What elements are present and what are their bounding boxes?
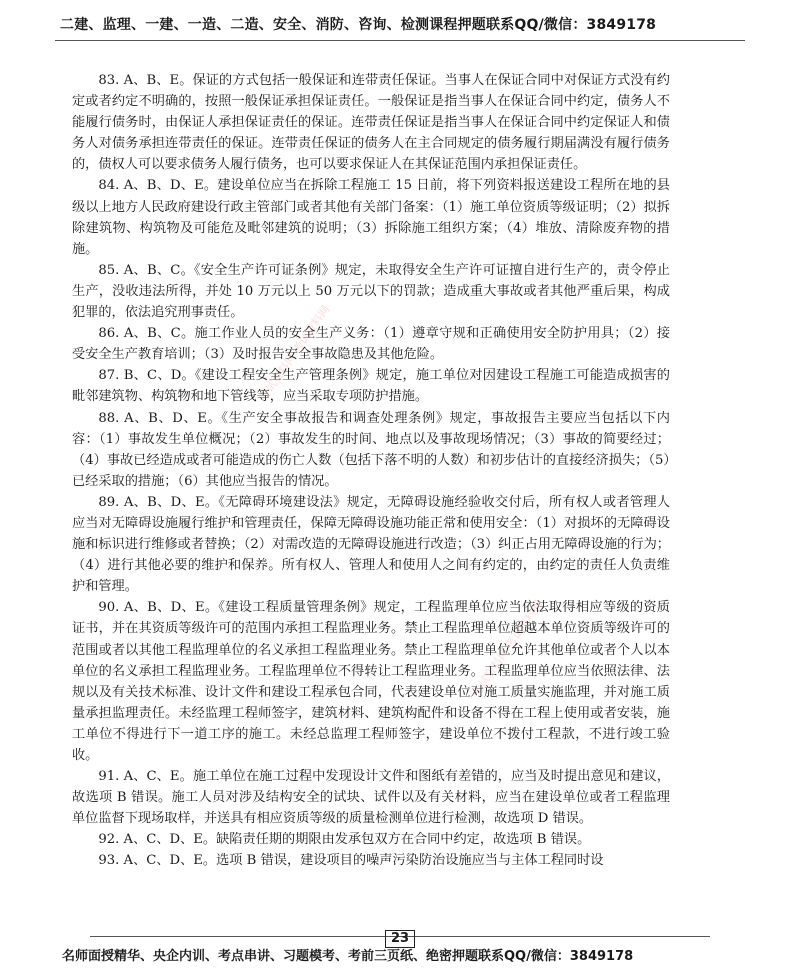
answer-paragraph-88: 88. A、B、D、E。《生产安全事故报告和调查处理条例》规定，事故报告主要应当包括以下内容：（1）事故发生单位概况；（2）事故发生的时间、地点以及事故现场情况；（3）事故的简要经过；（4）事故已经造成或者可能造成的伤亡人数（包括下落不明的人数）和初步估计的直接经济损失；（5）已经采取的措施；（6）其他应当报告的情况。 bbox=[72, 410, 670, 489]
answer-paragraph-83: 83. A、B、E。保证的方式包括一般保证和连带责任保证。当事人在保证合同中对保证方式没有约定或者约定不明确的，按照一般保证承担保证责任。一般保证是指当事人在保证合同中约定，债务人不能履行债务时，由保证人承担保证责任的保证。连带责任保证是指当事人在保证合同中约定保证人和债务人对债务承担连带责任的保证。连带责任保证的债务人在主合同规定的债务履行期届满没有履行债务的，债权人可以要求债务人履行债务，也可以要求保证人在其保证范围内承担保证责任。 bbox=[72, 73, 670, 173]
answer-paragraph-90: 90. A、B、D、E。《建设工程质量管理条例》规定，工程监理单位应当依法取得相应等级的资质证书，并在其资质等级许可的范围内承担工程监理业务。禁止工程监理单位超越本单位资质等级许可的范围或者以其他工程监理单位的名义承担工程监理业务。禁止工程监理单位允许其他单位或者个人以本单位的名义承担工程监理业务。工程监理单位不得转让工程监理业务。工程监理单位应当依照法律、法规以及有关技术标准、设计文件和建设工程承包合同，代表建设单位对施工质量实施监理，并对施工质量承担监理责任。未经监理工程师签字，建筑材料、建筑构配件和设备不得在工程上使用或者安装，施工单位不得进行下一道工序的施工。未经总监理工程师签字，建设单位不拨付工程款，不进行竣工验收。 bbox=[72, 600, 670, 763]
answer-paragraph-87: 87. B、C、D。《建设工程安全生产管理条例》规定，施工单位对因建设工程施工可能造成损害的毗邻建筑物、构筑物和地下管线等，应当采取专项防护措施。 bbox=[72, 368, 670, 405]
page-header: 二建、监理、一建、一造、二造、安全、消防、咨询、检测课程押题联系QQ/微信：3849178 bbox=[60, 17, 657, 33]
page-footer: 名师面授精华、央企内训、考点串讲、习题模考、考前三页纸、绝密押题联系QQ/微信：3849178 bbox=[62, 949, 634, 964]
answer-paragraph-89: 89. A、B、D、E。《无障碍环境建设法》规定，无障碍设施经验收交付后，所有权人或者管理人应当对无障碍设施履行维护和管理责任，保障无障碍设施功能正常和使用安全：（1）对损坏的无障碍设施和标识进行维修或者替换；（2）对需改造的无障碍设施进行改造；（3）纠正占用无障碍设施的行为；（4）进行其他必要的维护和保养。所有权人、管理人和使用人之间有约定的，由约定的责任人负责维护和管理。 bbox=[72, 494, 670, 595]
watermark-stamp: 考试资料网 考试资料网 bbox=[469, 598, 546, 699]
answer-paragraph-85: 85. A、B、C。《安全生产许可证条例》规定，未取得安全生产许可证擅自进行生产的，责令停止生产，没收违法所得，并处 10 万元以上 50 万元以下的罚款；造成重大事故或者其他严重后果，构成犯罪的，依法追究刑事责任。 bbox=[72, 262, 670, 321]
watermark-stamp: 考试资料网 考试资料网 bbox=[256, 303, 333, 404]
header-divider bbox=[55, 40, 745, 41]
answer-paragraph-86: 86. A、B、C。施工作业人员的安全生产义务：（1）遵章守规和正确使用安全防护用具；（2）接受安全生产教育培训；（3）及时报告安全事故隐患及其他危险。 bbox=[72, 326, 670, 363]
answer-paragraph-84: 84. A、B、D、E。建设单位应当在拆除工程施工 15 日前，将下列资料报送建设工程所在地的县级以上地方人民政府建设行政主管部门或者其他有关部门备案：（1）施工单位资质等级证明；（2）拟拆除建筑物、构筑物及可能危及毗邻建筑的说明；（3）拆除施工组织方案；（4）堆放、清除废弃物的措施。 bbox=[72, 178, 670, 257]
page-number: 23 bbox=[385, 930, 415, 948]
answer-paragraph-92: 92. A、C、D、E。缺陷责任期的期限由发承包双方在合同中约定，故选项 B 错误。 bbox=[98, 832, 591, 848]
answer-explanations bbox=[72, 70, 670, 872]
answer-paragraph-91: 91. A、C、E。施工单位在施工过程中发现设计文件和图纸有差错的，应当及时提出意见和建议，故选项 B 错误。施工人员对涉及结构安全的试块、试件以及有关材料，应当在建设单位或者工程监理单位监督下现场取样，并送具有相应资质等级的质量检测单位进行检测，故选项 D 错误。 bbox=[72, 769, 670, 827]
answer-paragraph-93: 93. A、C、D、E。选项 B 错误，建设项目的噪声污染防治设施应当与主体工程同时设 bbox=[98, 853, 604, 869]
